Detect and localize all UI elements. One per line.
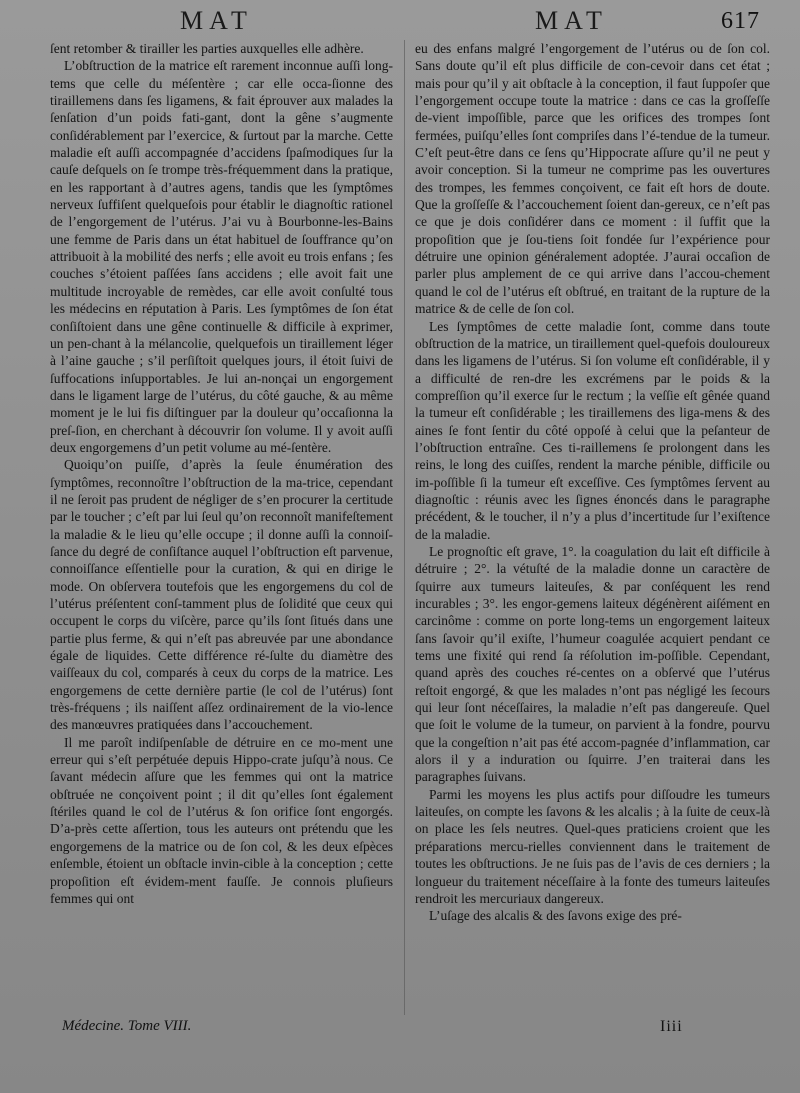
footer-title: Médecine. Tome VIII. (62, 1018, 192, 1034)
paragraph: L’uſage des alcalis & des ſavons exige des pré- (429, 908, 682, 924)
column-divider (404, 40, 405, 1015)
paragraph: Il me paroît indiſpenſable de détruire en ce mo-ment une erreur qui s’eſt perpétuée depuis Hippo-crate juſqu’à nous. Ce ſavant médecin aſſure que les femmes qui ont la matrice obſtruée ne conçoivent point ; il dit qu’elles ſont également ſtériles quand le col de l’utérus & ſon orifice ſont engorgés. D’a-près cette aſſertion, tous les auteurs ont prétendu que les engorgemens de la matrice ou de ſon col, & les deux eſpèces enſemble, étoient un obſtacle invin-cible à la conception ; cette propoſition eſt évidem-ment fauſſe. Je connois pluſieurs femmes qui ont (50, 734, 393, 906)
signature-mark: Iiii (660, 1018, 683, 1035)
paragraph: Les ſymptômes de cette maladie ſont, comme dans toute obſtruction de la matrice, un tiraillement quel-quefois douloureux dans les ligamens de l’utérus. Si ſon volume eſt conſidérable, il y a difficulté de ren-dre les excrémens par le poids & la compreſſion qu’il exerce ſur le rectum ; la veſſie eſt gênée quand la tumeur eſt conſidérable ; les tiraillemens des liga-mens & des aines ſe font ſentir du côté oppoſé à celui que la peſanteur de l’obſtruction entraîne. Ces ti-raillemens ſe prolongent dans les reins, le long des cuiſſes, rendent la marche pénible, difficile ou im-poſſible ſi la tumeur eſt exceſſive. Ces ſymptômes ſervent au diagnoſtic : réunis avec les ſignes énoncés dans le paragraphe précédent, & le toucher, il n’y a plus d’incertitude ſur l’exiſtence de la maladie. (415, 318, 770, 542)
right-column (415, 40, 770, 1030)
paragraph: L’obſtruction de la matrice eſt rarement inconnue auſſi long-tems que celle du méſentère ; car elle occa-ſionne des tiraillemens dans ſes ligamens, & fait éprouver aux malades la ſenſation d’un poids fati-gant, dont la gêne s’augmente conſidérablement par l’exercice, & ſurtout par la marche. Cette maladie eſt auſſi accompagnée d’accidens ſpaſmodiques ſur la cauſe deſquels on ſe trompe très-fréquemment dans la pratique, en les rapportant à d’autres agens, tandis que les ſymptômes nerveux ſuffiſent quelqueſois pour établir le diagnoſtic rationel de l’engorgement de l’utérus. J’ai vu à Bourbonne-les-Bains une femme de Paris dans un état habituel de ſouffrance qu’on attribuoit à la mobilité des nerfs ; elle avoit eu trois enfans ; ſes couches s’étoient paſſées ſans accidens ; elle avoit fait une multitude incroyable de remèdes, car elle avoit conſulté tous les médecins en réputation à Paris. Les ſymptômes de ſon état conſiſtoient dans une gêne continuelle & difficile à exprimer, un pen-chant à la mélancolie, quelquefois un tiraillement léger à l’aine gauche ; s’il perſiſtoit quelques jours, il étoit ſuivi de ſuffocations inſupportables. Je lui an-nonçai un engorgement dans le ligament large de l’utérus, du côté gauche, & au même moment je le lui fis diſtinguer par la douleur qu’occaſionna la preſ-ſion, en cherchant à découvrir ſon volume. Il y avoit auſſi deux engorgemens d’un petit volume au mé-ſentère. (50, 58, 393, 455)
paragraph: Le prognoſtic eſt grave, 1°. la coagulation du lait eſt difficile à détruire ; 2°. la vétuſté de la maladie donne un caractère de ſquirre aux tumeurs laiteuſes, & par conſéquent les rend incurables ; 3°. les engor-gemens laiteux dégénèrent aiſément en carcinôme : comme on porte long-tems un engorgement laiteux ſans ſavoir qu’il exiſte, l’humeur coagulée acquiert pendant ce tems une fixité qui rend ſa réſolution im-poſſible. Cependant, quand après des couches ré-centes on a obſervé que l’utérus reſtoit engorgé, & que les malades n’ont pas négligé les ſecours qui leur ſont néceſſaires, la maladie n’eſt pas dangereuſe. Quel que ſoit le volume de la tumeur, on parvient à la fondre, pourvu que la congeſtion n’ait pas été accom-pagnée d’inflammation, car alors il y a induration ou ſquirre. J’en traiterai dans les paragraphes ſuivans. (415, 543, 770, 785)
paragraph: ſent retomber & tirailler les parties auxquelles elle adhère. (50, 41, 364, 56)
page-number: 617 (721, 8, 760, 34)
running-head-right: MAT (535, 6, 608, 35)
paragraph: eu des enfans malgré l’engorgement de l’utérus ou de ſon col. Sans doute qu’il eſt plus difficile de con-cevoir dans cet état ; mais pour qu’il y ait obſtacle à la conception, il faut ſuppoſer que l’engorgement occupe toute la matrice : dans ce cas la groſſeſſe de-vient impoſſible, parce que les orifices des trompes ſont fermées, puiſqu’elles ſont compriſes dans l’é-tendue de la tumeur. C’eſt peut-être dans ce ſens qu’Hippocrate aſſure qu’il ne peut y avoir conception. Si la tumeur ne comprime pas les ouvertures des trompes, les femmes conçoivent, ce fait eſt hors de doute. Que la groſſeſſe & l’accouchement ſoient dan-gereux, ce n’eſt pas ce que je dois conſidérer dans ce moment : il ſuffit que la propoſition que je ſou-tiens ſoit fondée ſur l’expérience pour détruire une opinion généralement adoptée. J’aurai occaſion de parler plus amplement de ce qui arrive dans l’accou-chement quand le col de l’utérus eſt obſtrué, en traitant de la rupture de la matrice & de celle de ſon col. (415, 41, 770, 317)
paragraph: Quoiqu’on puiſſe, d’après la ſeule énumération des ſymptômes, reconnoître l’obſtruction de la ma-trice, cependant il ne ſeroit pas prudent de négliger de s’en procurer la certitude par le toucher ; c’eſt par lui ſeul qu’on reconnoît manifeſtement la maladie & le lieu qu’elle occupe ; il donne auſſi la connoiſ-ſance du degré de conſiſtance auquel l’obſtruction eſt parvenue, connoiſſance eſſentielle pour la curation, & qui en dirige le mode. On obſervera toutefois que les engorgemens du col de l’utérus préſentent conſ-tamment plus de ſolidité que ceux qui occupent le corps du viſcère, parce qu’ils ſont ſitués dans une partie plus ferme, & qui n’eſt pas abreuvée par une abondance égale de liquides. Cette différence ré-ſulte du diamètre des vaiſſeaux du col, comparés à ceux du corps de la matrice. Les engorgemens de cette dernière partie (le col de l’utérus) ſont très-fréquens ; ils naiſſent aſſez ordinairement de la vio-lence des manœuvres pratiquées dans l’accouchement. (50, 457, 393, 733)
left-column (50, 40, 393, 1030)
running-head-left: MAT (180, 6, 253, 35)
paragraph: Parmi les moyens les plus actifs pour diſſoudre les tumeurs laiteuſes, on compte les ſavons & les alcalis ; à la ſuite de ceux-là on place les ſels neutres. Quel-ques praticiens croient que les préparations mercu-rielles conviennent dans le traitement de toutes les obſtructions. Je ne ſuis pas de l’avis de ces derniers ; la longueur du traitement néceſſaire à la fonte des tumeurs laiteuſes rendroit les mercuriaux dangereux. (415, 786, 770, 906)
